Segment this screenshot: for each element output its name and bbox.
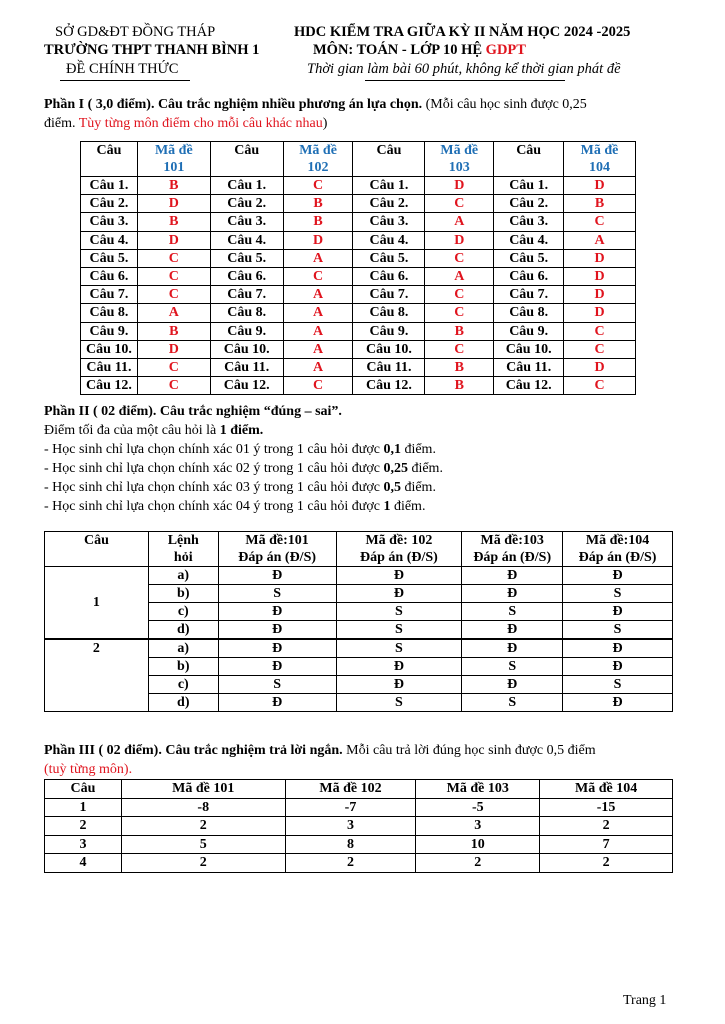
col-code-101: Mã đề:101 Đáp án (Đ/S) xyxy=(218,532,336,567)
program-label: GDPT xyxy=(485,42,526,58)
table-row xyxy=(45,639,673,658)
question-cell: Câu 2. xyxy=(81,195,138,213)
col-code-102: Mã đề 102 xyxy=(283,142,353,177)
answer-cell: C xyxy=(283,377,353,395)
col-code-104: Mã đề 104 xyxy=(564,142,636,177)
answer-cell: Đ xyxy=(218,621,336,640)
table-row xyxy=(45,854,673,873)
column-header: Câu xyxy=(45,780,122,799)
question-cell: Câu 9. xyxy=(210,322,283,340)
answer-cell: D xyxy=(564,304,636,322)
column-header: Mã đề 103 xyxy=(416,780,540,799)
part3-answer-table xyxy=(44,779,673,873)
department-name: SỞ GD&ĐT ĐỒNG THÁP xyxy=(55,24,216,40)
item-label: b) xyxy=(148,585,218,603)
col-lenh-hoi: Lệnh hỏi xyxy=(148,532,218,567)
question-cell: Câu 5. xyxy=(353,249,425,267)
question-cell: Câu 6. xyxy=(210,267,283,285)
answer-cell: Đ xyxy=(563,639,673,658)
scoring-rule: - Học sinh chỉ lựa chọn chính xác 03 ý trong 1 câu hỏi được 0,5 điểm. xyxy=(44,480,436,495)
answer-cell: A xyxy=(564,231,636,249)
answer-cell: S xyxy=(218,585,336,603)
answer-cell: A xyxy=(283,304,353,322)
question-cell: Câu 2. xyxy=(210,195,283,213)
answer-cell: -15 xyxy=(540,798,673,817)
answer-cell: Đ xyxy=(462,585,563,603)
question-cell: Câu 5. xyxy=(81,249,138,267)
question-cell: Câu 7. xyxy=(81,286,138,304)
answer-cell: C xyxy=(564,213,636,231)
answer-cell: -7 xyxy=(285,798,416,817)
scoring-rule: - Học sinh chỉ lựa chọn chính xác 04 ý trong 1 câu hỏi được 1 điểm. xyxy=(44,499,426,514)
item-label: b) xyxy=(148,658,218,676)
part1-note-red: Tùy từng môn điểm cho mỗi câu khác nhau xyxy=(78,116,323,131)
answer-cell: S xyxy=(336,694,462,712)
question-number: 2 xyxy=(45,817,122,836)
item-label: a) xyxy=(148,639,218,658)
answer-cell: Đ xyxy=(218,603,336,621)
question-number: 3 xyxy=(45,835,122,854)
question-cell: Câu 10. xyxy=(210,340,283,358)
question-cell: Câu 11. xyxy=(210,358,283,376)
answer-cell: C xyxy=(425,304,494,322)
answer-cell: D xyxy=(283,231,353,249)
col-code-101: Mã đề 101 xyxy=(137,142,210,177)
answer-cell: A xyxy=(283,286,353,304)
answer-cell: D xyxy=(137,195,210,213)
part3-heading: Phần III ( 02 điểm). Câu trắc nghiệm trả lời ngắn. Mỗi câu trả lời đúng học sinh được 0,5 điểm xyxy=(44,743,596,758)
column-header: Mã đề 101 xyxy=(121,780,285,799)
question-number: 1 xyxy=(45,567,149,640)
col-code-103: Mã đề:103 Đáp án (Đ/S) xyxy=(462,532,563,567)
answer-cell: Đ xyxy=(218,567,336,585)
col-cau: Câu xyxy=(494,142,564,177)
answer-cell: -5 xyxy=(416,798,540,817)
answer-cell: A xyxy=(283,340,353,358)
answer-cell: 5 xyxy=(121,835,285,854)
question-cell: Câu 11. xyxy=(81,358,138,376)
question-cell: Câu 12. xyxy=(494,377,564,395)
scoring-rule: - Học sinh chỉ lựa chọn chính xác 02 ý trong 1 câu hỏi được 0,25 điểm. xyxy=(44,461,443,476)
answer-cell: A xyxy=(283,249,353,267)
answer-cell: S xyxy=(336,621,462,640)
answer-cell: C xyxy=(425,249,494,267)
answer-cell: S xyxy=(336,639,462,658)
table-row xyxy=(45,798,673,817)
table-row xyxy=(45,567,673,585)
question-cell: Câu 12. xyxy=(81,377,138,395)
answer-cell: B xyxy=(137,213,210,231)
col-cau: Câu xyxy=(210,142,283,177)
answer-cell: C xyxy=(137,249,210,267)
answer-cell: C xyxy=(137,286,210,304)
question-cell: Câu 10. xyxy=(353,340,425,358)
answer-cell: 7 xyxy=(540,835,673,854)
question-cell: Câu 7. xyxy=(210,286,283,304)
answer-cell: 2 xyxy=(121,854,285,873)
question-cell: Câu 2. xyxy=(494,195,564,213)
official-label: ĐỀ CHÍNH THỨC xyxy=(66,61,179,77)
answer-cell: S xyxy=(462,658,563,676)
answer-cell: B xyxy=(137,177,210,195)
answer-cell: 10 xyxy=(416,835,540,854)
answer-cell: Đ xyxy=(563,567,673,585)
answer-cell: Đ xyxy=(336,658,462,676)
answer-cell: D xyxy=(137,340,210,358)
item-label: c) xyxy=(148,603,218,621)
col-cau: Câu xyxy=(353,142,425,177)
answer-cell: S xyxy=(336,603,462,621)
answer-cell: Đ xyxy=(462,621,563,640)
answer-cell: D xyxy=(564,267,636,285)
subject-text: MÔN: TOÁN - LỚP 10 HỆ xyxy=(313,42,486,58)
question-cell: Câu 3. xyxy=(494,213,564,231)
answer-cell: S xyxy=(563,676,673,694)
part2-header-row xyxy=(45,532,673,567)
table-row xyxy=(81,195,636,213)
question-cell: Câu 11. xyxy=(494,358,564,376)
question-cell: Câu 6. xyxy=(353,267,425,285)
answer-cell: Đ xyxy=(218,639,336,658)
answer-cell: Đ xyxy=(462,567,563,585)
answer-cell: D xyxy=(425,177,494,195)
answer-cell: C xyxy=(564,322,636,340)
question-number: 1 xyxy=(45,798,122,817)
subject-line xyxy=(313,42,526,59)
page-number: Trang 1 xyxy=(623,993,667,1008)
answer-cell: D xyxy=(564,177,636,195)
question-cell: Câu 1. xyxy=(81,177,138,195)
question-cell: Câu 8. xyxy=(494,304,564,322)
table-row xyxy=(81,286,636,304)
answer-cell: D xyxy=(137,231,210,249)
col-code-103: Mã đề 103 xyxy=(425,142,494,177)
answer-cell: 2 xyxy=(285,854,416,873)
table-row xyxy=(81,377,636,395)
col-code-102: Mã đề: 102 Đáp án (Đ/S) xyxy=(336,532,462,567)
question-cell: Câu 12. xyxy=(210,377,283,395)
column-header: Mã đề 104 xyxy=(540,780,673,799)
question-cell: Câu 1. xyxy=(494,177,564,195)
answer-cell: -8 xyxy=(121,798,285,817)
time-note: Thời gian làm bài 60 phút, không kể thời gian phát đề xyxy=(307,61,621,77)
answer-cell: B xyxy=(425,322,494,340)
answer-cell: Đ xyxy=(218,658,336,676)
table-row xyxy=(81,213,636,231)
part1-note: (Mỗi câu học sinh được 0,25 xyxy=(422,97,587,112)
question-cell: Câu 6. xyxy=(494,267,564,285)
answer-cell: Đ xyxy=(563,658,673,676)
answer-cell: S xyxy=(462,603,563,621)
answer-cell: 8 xyxy=(285,835,416,854)
answer-cell: C xyxy=(564,377,636,395)
exam-title: HDC KIỂM TRA GIỮA KỲ II NĂM HỌC 2024 -2025 xyxy=(294,24,631,40)
answer-cell: S xyxy=(563,621,673,640)
question-cell: Câu 1. xyxy=(210,177,283,195)
item-label: c) xyxy=(148,676,218,694)
column-header: Mã đề 102 xyxy=(285,780,416,799)
question-cell: Câu 5. xyxy=(494,249,564,267)
answer-cell: 3 xyxy=(416,817,540,836)
question-cell: Câu 4. xyxy=(81,231,138,249)
col-cau: Câu xyxy=(81,142,138,177)
question-cell: Câu 11. xyxy=(353,358,425,376)
answer-cell: D xyxy=(564,286,636,304)
answer-cell: Đ xyxy=(336,585,462,603)
scoring-rule: - Học sinh chỉ lựa chọn chính xác 01 ý trong 1 câu hỏi được 0,1 điểm. xyxy=(44,442,436,457)
item-label: d) xyxy=(148,694,218,712)
answer-cell: 2 xyxy=(540,817,673,836)
answer-cell: B xyxy=(137,322,210,340)
question-cell: Câu 3. xyxy=(210,213,283,231)
part2-answer-table xyxy=(44,531,673,712)
answer-cell: Đ xyxy=(336,676,462,694)
answer-cell: D xyxy=(564,249,636,267)
part1-note-b: điểm. xyxy=(44,116,79,131)
answer-cell: B xyxy=(283,213,353,231)
answer-cell: B xyxy=(425,377,494,395)
answer-cell: 2 xyxy=(540,854,673,873)
answer-cell: C xyxy=(425,340,494,358)
question-cell: Câu 9. xyxy=(81,322,138,340)
answer-cell: S xyxy=(462,694,563,712)
table-row xyxy=(81,267,636,285)
table-row xyxy=(81,249,636,267)
answer-cell: Đ xyxy=(218,694,336,712)
question-cell: Câu 8. xyxy=(353,304,425,322)
answer-cell: A xyxy=(137,304,210,322)
answer-cell: D xyxy=(564,358,636,376)
table-row xyxy=(81,358,636,376)
question-cell: Câu 7. xyxy=(494,286,564,304)
answer-cell: A xyxy=(283,322,353,340)
answer-cell: C xyxy=(283,177,353,195)
answer-cell: Đ xyxy=(462,676,563,694)
table-row xyxy=(81,340,636,358)
answer-cell: A xyxy=(283,358,353,376)
school-name: TRƯỜNG THPT THANH BÌNH 1 xyxy=(44,42,260,58)
question-cell: Câu 7. xyxy=(353,286,425,304)
answer-cell: C xyxy=(564,340,636,358)
answer-cell: C xyxy=(137,358,210,376)
question-cell: Câu 4. xyxy=(494,231,564,249)
col-cau: Câu xyxy=(45,532,149,567)
answer-cell: C xyxy=(137,267,210,285)
question-cell: Câu 1. xyxy=(353,177,425,195)
question-cell: Câu 2. xyxy=(353,195,425,213)
answer-cell: C xyxy=(137,377,210,395)
answer-cell: Đ xyxy=(563,694,673,712)
answer-cell: Đ xyxy=(462,639,563,658)
part1-answer-table xyxy=(80,141,636,395)
answer-cell: A xyxy=(425,267,494,285)
question-cell: Câu 10. xyxy=(494,340,564,358)
part2-title: Phần II ( 02 điểm). Câu trắc nghiệm “đúng – sai”. xyxy=(44,404,342,419)
answer-cell: 2 xyxy=(416,854,540,873)
part3-note-red: (tuỳ từng môn). xyxy=(44,762,133,777)
table-row xyxy=(81,231,636,249)
question-number: 4 xyxy=(45,854,122,873)
answer-cell: Đ xyxy=(336,567,462,585)
table-row xyxy=(45,835,673,854)
question-cell: Câu 10. xyxy=(81,340,138,358)
col-code-104: Mã đề:104 Đáp án (Đ/S) xyxy=(563,532,673,567)
table-row xyxy=(81,177,636,195)
part1-title: Phần I ( 3,0 điểm). Câu trắc nghiệm nhiều phương án lựa chọn. xyxy=(44,97,423,112)
answer-cell: 3 xyxy=(285,817,416,836)
item-label: a) xyxy=(148,567,218,585)
part1-heading xyxy=(44,97,587,113)
answer-cell: S xyxy=(563,585,673,603)
answer-cell: B xyxy=(564,195,636,213)
part1-header-row xyxy=(81,142,636,177)
answer-cell: B xyxy=(283,195,353,213)
question-cell: Câu 6. xyxy=(81,267,138,285)
table-row xyxy=(45,817,673,836)
question-cell: Câu 4. xyxy=(353,231,425,249)
answer-cell: D xyxy=(425,231,494,249)
answer-cell: Đ xyxy=(563,603,673,621)
question-cell: Câu 9. xyxy=(353,322,425,340)
question-cell: Câu 12. xyxy=(353,377,425,395)
question-cell: Câu 4. xyxy=(210,231,283,249)
answer-cell: C xyxy=(425,195,494,213)
question-cell: Câu 3. xyxy=(353,213,425,231)
table-row xyxy=(81,304,636,322)
part1-note-end: ) xyxy=(322,116,328,131)
part1-note-line2 xyxy=(44,116,327,132)
answer-cell: 2 xyxy=(121,817,285,836)
header-right-underline xyxy=(365,80,565,81)
part2-max-score: Điểm tối đa của một câu hỏi là 1 điểm. xyxy=(44,423,264,438)
answer-cell: C xyxy=(283,267,353,285)
question-cell: Câu 3. xyxy=(81,213,138,231)
question-cell: Câu 9. xyxy=(494,322,564,340)
item-label: d) xyxy=(148,621,218,640)
part3-header-row xyxy=(45,780,673,799)
question-number: 2 xyxy=(45,639,149,712)
header-left-underline xyxy=(60,80,190,81)
question-cell: Câu 5. xyxy=(210,249,283,267)
answer-cell: C xyxy=(425,286,494,304)
answer-cell: S xyxy=(218,676,336,694)
answer-cell: A xyxy=(425,213,494,231)
question-cell: Câu 8. xyxy=(81,304,138,322)
question-cell: Câu 8. xyxy=(210,304,283,322)
answer-cell: B xyxy=(425,358,494,376)
table-row xyxy=(81,322,636,340)
